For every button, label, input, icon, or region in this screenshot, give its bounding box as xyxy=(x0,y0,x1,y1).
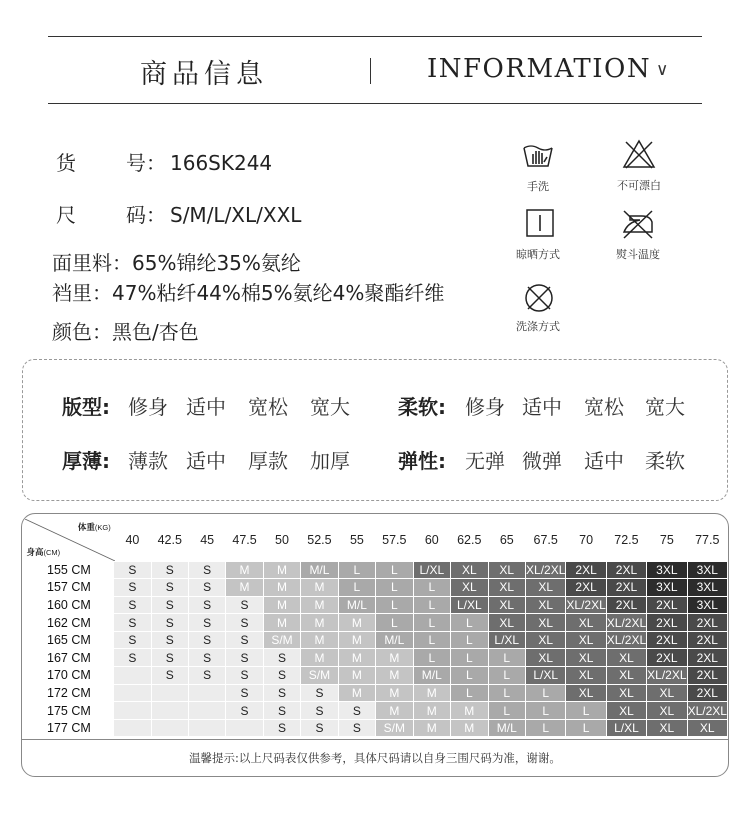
height-axis-label: 身高(CM) xyxy=(26,546,61,557)
size-cell: S xyxy=(263,684,300,702)
size-cell: 3XL xyxy=(687,596,727,614)
size-chart-note: 温馨提示:以上尺码表仅供参考，具体尺码请以自身三围尺码为准，谢谢。 xyxy=(189,751,561,765)
size-cell: M/L xyxy=(488,719,525,737)
color-value: 黑色/杏色 xyxy=(112,320,199,344)
size-cell: 2XL xyxy=(687,614,727,632)
size-cell: M xyxy=(338,667,375,685)
size-cell: L xyxy=(566,702,606,720)
height-cell: 160 CM xyxy=(25,596,114,614)
size-cell: S xyxy=(189,561,226,579)
size-cell: L xyxy=(451,614,488,632)
weight-header: 55 xyxy=(349,532,364,547)
size-cell: XL xyxy=(566,614,606,632)
weight-header: 77.5 xyxy=(695,532,720,547)
size-cell: M xyxy=(301,614,338,632)
elasticity-option-2[interactable]: 适中 xyxy=(584,445,624,474)
weight-header: 67.5 xyxy=(533,532,558,547)
size-cell: M xyxy=(301,631,338,649)
size-cell: XL xyxy=(488,579,525,597)
size-cell: S xyxy=(226,614,263,632)
size-cell: M xyxy=(338,649,375,667)
sku-label-b: 号： xyxy=(126,151,166,175)
thickness-option-1[interactable]: 适中 xyxy=(186,445,226,474)
elasticity-option-1[interactable]: 微弹 xyxy=(522,449,562,473)
sku-label-a: 货 xyxy=(56,151,76,175)
softness-option-1[interactable]: 适中 xyxy=(522,395,562,419)
size-cell: L xyxy=(488,667,525,685)
note-divider xyxy=(22,739,728,740)
size-cell: L xyxy=(451,631,488,649)
size-cell: 3XL xyxy=(687,579,727,597)
size-cell: 2XL xyxy=(647,614,687,632)
size-cell: S xyxy=(338,719,375,737)
weight-header: 50 xyxy=(275,532,289,547)
no-bleach-icon xyxy=(622,138,656,170)
size-label-b: 码： xyxy=(126,203,166,227)
size-cell: M xyxy=(413,702,450,720)
size-cell: M/L xyxy=(376,631,413,649)
size-cell: 2XL xyxy=(687,631,727,649)
size-cell: M xyxy=(226,579,263,597)
size-cell: M xyxy=(338,684,375,702)
size-cell: S xyxy=(151,579,188,597)
weight-header: 45 xyxy=(200,532,215,547)
size-cell: S xyxy=(114,649,151,667)
size-cell: 2XL xyxy=(606,579,646,597)
size-cell: L xyxy=(566,719,606,737)
size-cell: L xyxy=(451,684,488,702)
size-cell: XL/2XL xyxy=(526,562,566,577)
size-cell: M xyxy=(451,702,488,720)
size-cell: XL xyxy=(566,649,606,667)
height-cell: 170 CM xyxy=(25,667,114,685)
size-cell: M/L xyxy=(338,596,375,614)
elasticity-option-0[interactable]: 无弹 xyxy=(465,449,505,473)
size-cell: XL xyxy=(526,649,566,667)
size-cell: XL xyxy=(687,719,727,737)
size-cell: S xyxy=(263,667,300,685)
size-cell: XL xyxy=(488,596,525,614)
size-cell: M xyxy=(263,596,300,614)
thickness-option-2[interactable]: 厚款 xyxy=(248,449,288,473)
size-cell: XL xyxy=(526,579,566,597)
size-cell: S xyxy=(189,631,226,649)
size-cell: XL xyxy=(451,579,488,597)
height-cell: 167 CM xyxy=(25,649,114,667)
weight-header: 60 xyxy=(424,532,439,547)
size-label-a: 尺 xyxy=(56,203,76,227)
size-cell: 2XL xyxy=(606,596,646,614)
size-cell: S xyxy=(151,614,188,632)
size-cell: L xyxy=(488,684,525,702)
size-cell: 2XL xyxy=(647,649,687,667)
size-cell: M xyxy=(263,561,300,579)
size-cell: M xyxy=(376,667,413,685)
weight-header: 70 xyxy=(579,532,594,547)
size-cell: S xyxy=(189,579,226,597)
size-cell xyxy=(114,667,151,685)
size-cell: L xyxy=(488,702,525,720)
size-cell: S xyxy=(151,667,188,685)
size-cell: XL xyxy=(526,596,566,614)
size-cell: M xyxy=(301,649,338,667)
size-cell: S xyxy=(226,684,263,702)
size-cell: M xyxy=(263,579,300,597)
size-cell: M xyxy=(301,579,338,597)
size-cell: M xyxy=(376,702,413,720)
size-cell xyxy=(151,719,188,737)
size-cell: XL xyxy=(647,702,687,720)
size-cell: XL/2XL xyxy=(647,668,687,683)
no-dryclean-icon xyxy=(523,282,555,314)
size-cell: 2XL xyxy=(647,596,687,614)
size-cell: L/XL xyxy=(606,719,646,737)
size-cell: XL xyxy=(526,631,566,649)
size-cell: L xyxy=(451,649,488,667)
table-row xyxy=(25,579,728,597)
size-cell xyxy=(114,684,151,702)
size-cell: L xyxy=(451,667,488,685)
size-cell: XL xyxy=(606,667,646,685)
size-cell: S/M xyxy=(301,667,338,685)
size-cell xyxy=(189,702,226,720)
table-row xyxy=(25,684,728,702)
table-row xyxy=(25,649,728,667)
size-cell: 3XL xyxy=(687,561,727,579)
sku-row xyxy=(56,147,272,176)
size-cell: XL xyxy=(606,649,646,667)
size-cell: S xyxy=(226,596,263,614)
sku-value: 166SK244 xyxy=(170,151,273,175)
size-cell: XL xyxy=(451,561,488,579)
no-iron-icon xyxy=(620,208,656,240)
size-cell: M/L xyxy=(301,561,338,579)
attributes-panel xyxy=(22,359,728,501)
size-cell: XL xyxy=(647,719,687,737)
size-row xyxy=(56,199,301,228)
size-cell: S xyxy=(114,561,151,579)
size-value: S/M/L/XL/XXL xyxy=(170,203,302,227)
size-cell: M xyxy=(226,561,263,579)
thickness-option-0[interactable]: 薄款 xyxy=(128,449,168,473)
size-cell: XL xyxy=(566,631,606,649)
size-cell: M xyxy=(376,649,413,667)
size-cell: 2XL xyxy=(566,579,606,597)
size-cell xyxy=(151,684,188,702)
size-cell: S xyxy=(114,614,151,632)
softness-option-0[interactable]: 修身 xyxy=(465,391,505,420)
hand-wash-icon xyxy=(522,140,554,170)
color-label: 颜色： xyxy=(52,320,112,344)
weight-header: 40 xyxy=(125,532,140,547)
size-cell: S xyxy=(151,631,188,649)
lining-value: 47%粘纤44%棉5%氨纶4%聚酯纤维 xyxy=(112,281,445,305)
size-cell: S xyxy=(263,702,300,720)
table-row xyxy=(25,614,728,632)
size-cell xyxy=(226,719,263,737)
softness-title: 柔软: xyxy=(398,395,446,419)
size-cell: M xyxy=(413,684,450,702)
size-cell: S xyxy=(301,702,338,720)
weight-header: 72.5 xyxy=(614,532,639,547)
top-rule xyxy=(48,36,702,37)
size-cell: 3XL xyxy=(647,561,687,579)
size-cell: XL xyxy=(566,684,606,702)
size-cell: L xyxy=(376,596,413,614)
size-cell: L xyxy=(376,614,413,632)
size-cell: L/XL xyxy=(488,631,525,649)
softness-option-3[interactable]: 宽大 xyxy=(645,395,685,419)
size-cell: L xyxy=(338,561,375,579)
weight-header: 42.5 xyxy=(157,532,182,547)
size-cell: S xyxy=(189,596,226,614)
elasticity-option-3[interactable]: 柔软 xyxy=(645,449,685,473)
size-cell: S xyxy=(151,596,188,614)
size-cell: S xyxy=(263,649,300,667)
care-label-hand-wash: 手洗 xyxy=(527,180,549,193)
size-cell: M/L xyxy=(413,667,450,685)
color-row xyxy=(52,316,199,345)
size-cell: S xyxy=(114,579,151,597)
size-cell: L xyxy=(376,579,413,597)
elasticity-title: 弹性: xyxy=(398,449,446,473)
size-chart-panel xyxy=(21,513,729,777)
size-chart-corner xyxy=(25,519,114,561)
size-cell: 2XL xyxy=(566,561,606,579)
size-cell: L/XL xyxy=(451,596,488,614)
weight-header: 75 xyxy=(659,532,674,547)
section-title-cn: 商品信息 xyxy=(140,59,268,90)
size-cell: S xyxy=(301,684,338,702)
height-cell: 175 CM xyxy=(25,702,114,720)
size-cell: XL/2XL xyxy=(606,633,647,648)
fit-title: 版型: xyxy=(62,395,110,419)
size-cell: S xyxy=(226,667,263,685)
care-label-no-bleach: 不可漂白 xyxy=(617,179,661,192)
fit-option-3[interactable]: 宽大 xyxy=(310,395,350,419)
size-cell: XL xyxy=(488,561,525,579)
size-chart-table xyxy=(24,519,728,737)
table-row xyxy=(25,631,728,649)
size-cell: XL/2XL xyxy=(687,703,727,718)
size-cell xyxy=(114,702,151,720)
table-row xyxy=(25,667,728,685)
size-cell: M xyxy=(338,631,375,649)
size-cell: S xyxy=(189,649,226,667)
fit-option-2[interactable]: 宽松 xyxy=(248,395,288,419)
size-cell: S xyxy=(301,719,338,737)
weight-header: 65 xyxy=(499,532,514,547)
table-row xyxy=(25,702,728,720)
care-label-no-dryclean: 洗涤方式 xyxy=(516,320,560,333)
height-cell: 157 CM xyxy=(25,579,114,597)
table-row xyxy=(25,719,728,737)
size-cell xyxy=(151,702,188,720)
size-cell: S xyxy=(263,719,300,737)
height-cell: 177 CM xyxy=(25,719,114,737)
size-cell: S xyxy=(151,649,188,667)
size-cell xyxy=(189,719,226,737)
height-cell: 165 CM xyxy=(25,631,114,649)
size-cell: L xyxy=(526,684,566,702)
size-cell: M xyxy=(301,596,338,614)
title-divider xyxy=(370,58,371,84)
size-cell: S xyxy=(114,596,151,614)
size-cell xyxy=(189,684,226,702)
size-cell: M xyxy=(413,719,450,737)
size-cell: L xyxy=(413,649,450,667)
fit-option-0[interactable]: 修身 xyxy=(128,391,168,420)
table-row xyxy=(25,596,728,614)
weight-axis-label: 体重(KG) xyxy=(77,522,111,532)
size-cell: 2XL xyxy=(687,684,727,702)
size-cell: 2XL xyxy=(647,631,687,649)
chevron-down-icon[interactable]: ∨ xyxy=(656,60,669,80)
care-label-line-dry: 晾晒方式 xyxy=(516,248,560,261)
size-cell: 2XL xyxy=(687,667,727,685)
size-cell: XL xyxy=(488,614,525,632)
line-dry-icon xyxy=(525,208,555,238)
softness-option-2[interactable]: 宽松 xyxy=(584,395,624,419)
size-cell xyxy=(114,719,151,737)
size-cell: 2XL xyxy=(687,649,727,667)
size-cell: M xyxy=(263,614,300,632)
size-cell: L xyxy=(488,649,525,667)
size-cell: L xyxy=(338,579,375,597)
size-cell: S/M xyxy=(376,719,413,737)
size-cell: XL xyxy=(606,702,646,720)
size-cell: XL/2XL xyxy=(606,615,647,630)
height-cell: 155 CM xyxy=(25,561,114,579)
fabric-label: 面里料： xyxy=(52,251,132,275)
size-cell: S xyxy=(226,702,263,720)
size-cell: S xyxy=(338,702,375,720)
size-cell: S xyxy=(226,631,263,649)
fabric-row xyxy=(52,247,301,276)
size-cell: L xyxy=(413,631,450,649)
size-cell: XL xyxy=(606,684,646,702)
weight-header: 47.5 xyxy=(232,532,257,547)
fit-option-1[interactable]: 适中 xyxy=(186,395,226,419)
size-cell: S xyxy=(189,614,226,632)
size-cell: M xyxy=(338,614,375,632)
care-label-no-iron: 熨斗温度 xyxy=(616,248,660,261)
size-cell: L xyxy=(376,561,413,579)
lining-label: 裆里： xyxy=(52,281,112,305)
size-cell: 2XL xyxy=(606,561,646,579)
size-cell: L xyxy=(526,719,566,737)
height-cell: 172 CM xyxy=(25,684,114,702)
fabric-value: 65%锦纶35%氨纶 xyxy=(132,251,301,275)
size-cell: L xyxy=(526,702,566,720)
size-cell: S xyxy=(226,649,263,667)
size-cell: XL/2XL xyxy=(566,597,606,612)
size-cell: M xyxy=(376,684,413,702)
weight-header: 52.5 xyxy=(307,532,332,547)
size-cell: L/XL xyxy=(526,667,566,685)
size-cell: S/M xyxy=(263,631,300,649)
size-cell: XL xyxy=(647,684,687,702)
size-cell: L xyxy=(413,596,450,614)
size-cell: S xyxy=(189,667,226,685)
size-cell: M xyxy=(451,719,488,737)
size-cell: XL xyxy=(566,667,606,685)
size-cell: L xyxy=(413,614,450,632)
size-cell: S xyxy=(114,631,151,649)
size-cell: L xyxy=(413,579,450,597)
size-cell: L/XL xyxy=(413,561,450,579)
size-cell: XL xyxy=(526,614,566,632)
weight-header: 62.5 xyxy=(457,532,482,547)
lining-row xyxy=(52,277,444,306)
weight-header: 57.5 xyxy=(382,532,407,547)
height-cell: 162 CM xyxy=(25,614,114,632)
table-row xyxy=(25,561,728,579)
size-cell: 3XL xyxy=(647,579,687,597)
thickness-title: 厚薄: xyxy=(62,449,110,473)
thickness-option-3[interactable]: 加厚 xyxy=(310,449,350,473)
title-bottom-rule xyxy=(48,103,702,104)
section-title-en: INFORMATION xyxy=(427,54,652,84)
size-cell: S xyxy=(151,561,188,579)
